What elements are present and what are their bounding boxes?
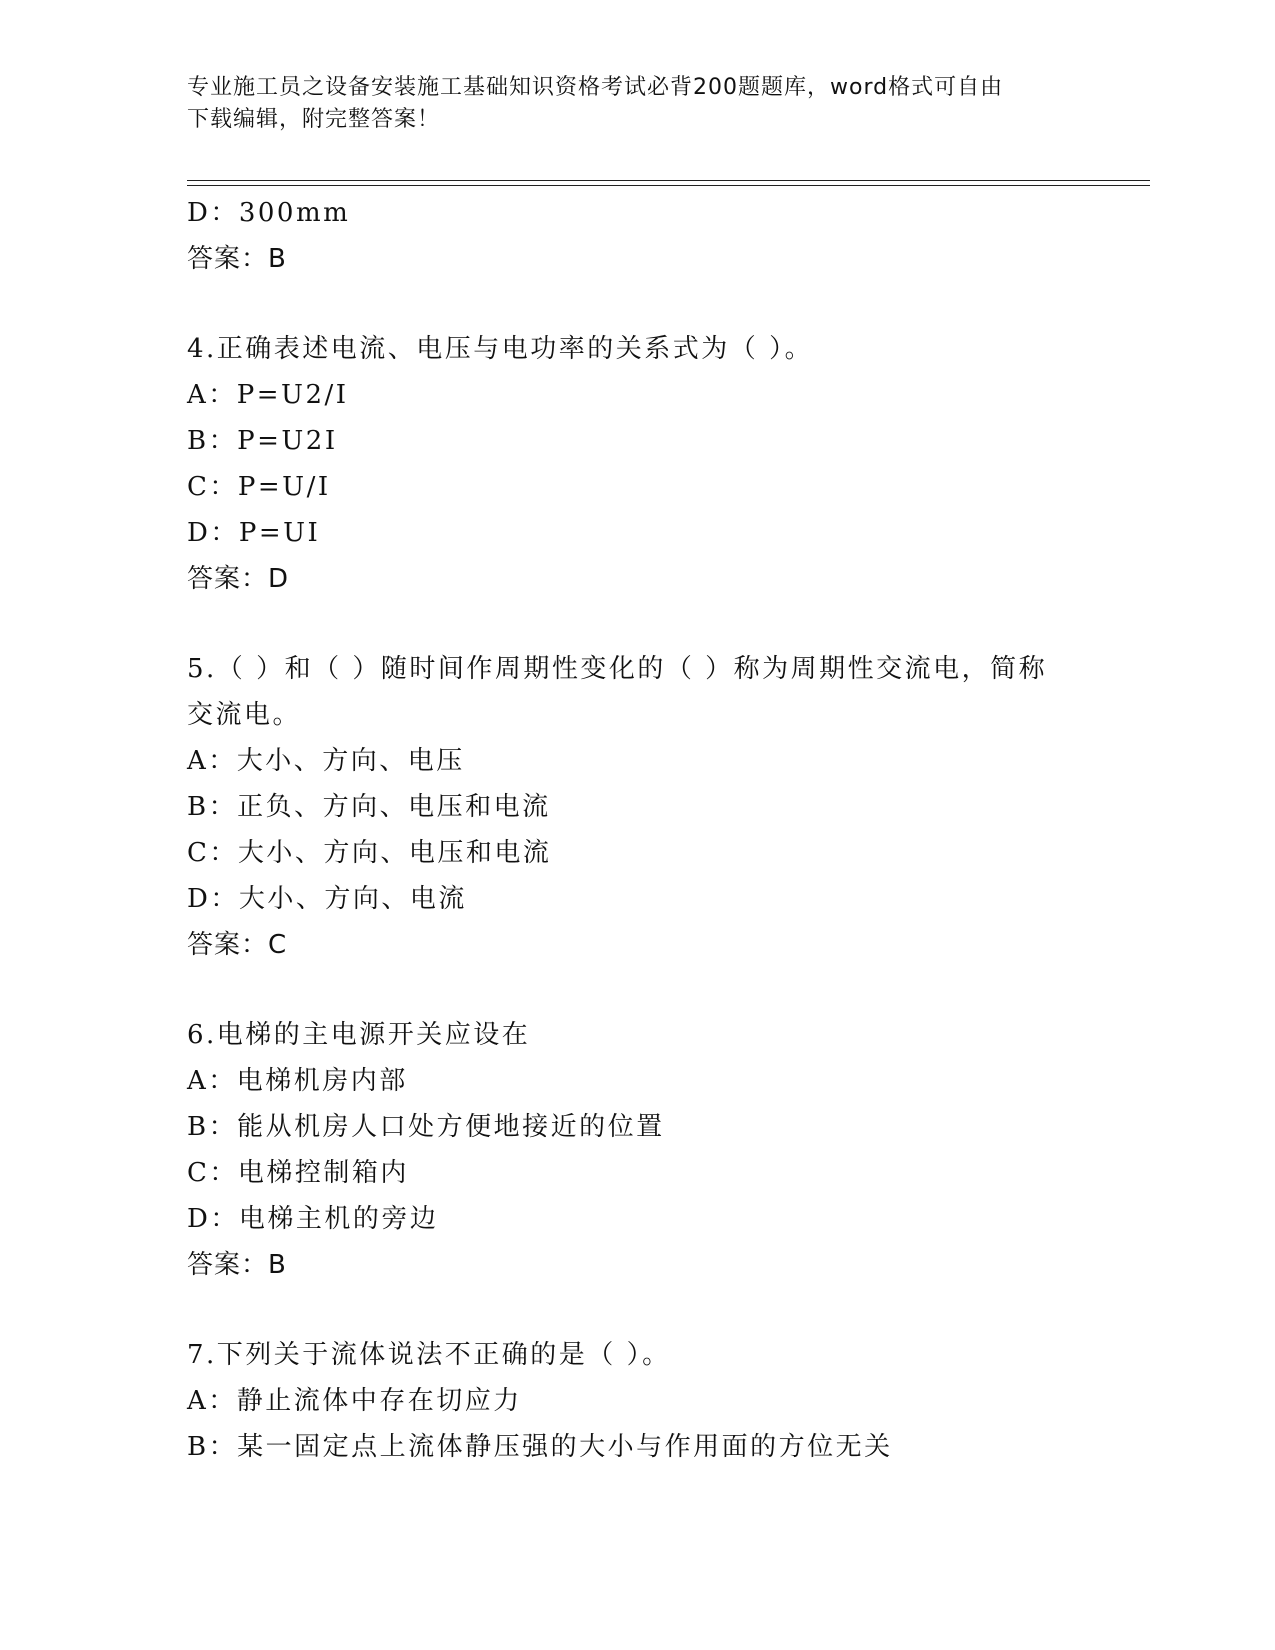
header-divider-top bbox=[187, 180, 1150, 181]
question-stem: 6.电梯的主电源开关应设在 bbox=[187, 1020, 531, 1050]
header-divider-bottom bbox=[187, 185, 1150, 186]
answer: 答案：C bbox=[187, 930, 288, 960]
answer: 答案：B bbox=[187, 244, 287, 274]
question-stem: 7.下列关于流体说法不正确的是（ ）。 bbox=[187, 1340, 671, 1370]
question-stem-line-2: 交流电。 bbox=[187, 700, 302, 730]
option-d: D：300mm bbox=[187, 198, 351, 228]
option-c: C：电梯控制箱内 bbox=[187, 1158, 409, 1188]
option-b: B：能从机房人口处方便地接近的位置 bbox=[187, 1112, 665, 1142]
answer: 答案：D bbox=[187, 564, 290, 594]
document-header bbox=[187, 72, 1077, 136]
question-5 bbox=[187, 646, 1087, 968]
question-6 bbox=[187, 1012, 1087, 1288]
option-b: B：P=U2I bbox=[187, 426, 338, 456]
answer: 答案：B bbox=[187, 1250, 287, 1280]
option-d: D：大小、方向、电流 bbox=[187, 884, 467, 914]
question-7 bbox=[187, 1332, 1087, 1470]
option-c: C：大小、方向、电压和电流 bbox=[187, 838, 552, 868]
option-c: C：P=U/I bbox=[187, 472, 331, 502]
option-a: A：电梯机房内部 bbox=[187, 1066, 408, 1096]
option-a: A：大小、方向、电压 bbox=[187, 746, 465, 776]
question-stem: 4.正确表述电流、电压与电功率的关系式为（ ）。 bbox=[187, 334, 814, 364]
question-3-tail bbox=[187, 190, 1087, 282]
header-line-2: 下载编辑，附完整答案！ bbox=[187, 107, 441, 132]
header-line-1: 专业施工员之设备安装施工基础知识资格考试必背200题题库，word格式可自由 bbox=[187, 75, 1004, 100]
question-4 bbox=[187, 326, 1087, 602]
option-a: A：静止流体中存在切应力 bbox=[187, 1386, 522, 1416]
option-b: B：正负、方向、电压和电流 bbox=[187, 792, 551, 822]
question-stem-line-1: 5.（ ）和（ ）随时间作周期性变化的（ ）称为周期性交流电，简称 bbox=[187, 654, 1048, 684]
option-a: A：P=U2/I bbox=[187, 380, 349, 410]
option-d: D：P=UI bbox=[187, 518, 321, 548]
option-d: D：电梯主机的旁边 bbox=[187, 1204, 439, 1234]
question-list bbox=[187, 190, 1087, 1470]
option-b: B：某一固定点上流体静压强的大小与作用面的方位无关 bbox=[187, 1432, 893, 1462]
